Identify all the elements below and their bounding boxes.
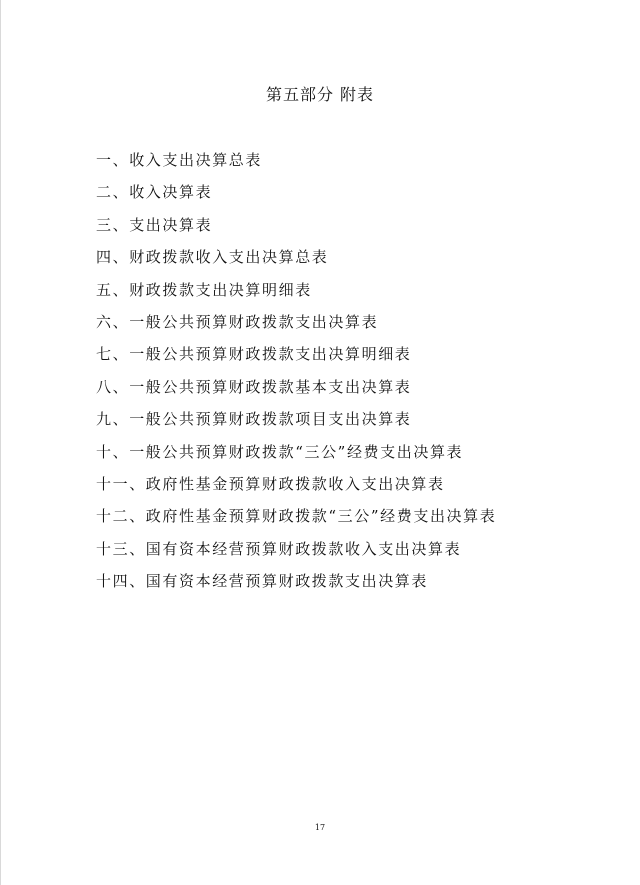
list-item: 十二、政府性基金预算财政拨款“三公”经费支出决算表 [96,507,497,526]
list-item: 十四、国有资本经营预算财政拨款支出决算表 [96,572,429,591]
list-item: 四、财政拨款收入支出决算总表 [96,248,329,267]
list-item: 五、财政拨款支出决算明细表 [96,280,312,299]
list-item: 十、一般公共预算财政拨款“三公”经费支出决算表 [96,442,464,461]
appendix-table-list [96,149,496,602]
list-item: 一、收入支出决算总表 [96,151,263,169]
list-item: 十一、政府性基金预算财政拨款收入支出决算表 [96,474,445,493]
page-title: 第五部分 附表 [265,85,375,104]
list-item: 二、收入决算表 [96,183,213,202]
page-edge [0,0,1,885]
list-item: 十三、国有资本经营预算财政拨款收入支出决算表 [96,539,462,558]
list-item: 八、一般公共预算财政拨款基本支出决算表 [96,377,412,396]
list-item: 三、支出决算表 [96,215,213,234]
list-item: 七、一般公共预算财政拨款支出决算明细表 [96,345,412,364]
list-item: 六、一般公共预算财政拨款支出决算表 [96,312,379,331]
page-number: 17 [314,823,326,832]
list-item: 九、一般公共预算财政拨款项目支出决算表 [96,410,412,429]
